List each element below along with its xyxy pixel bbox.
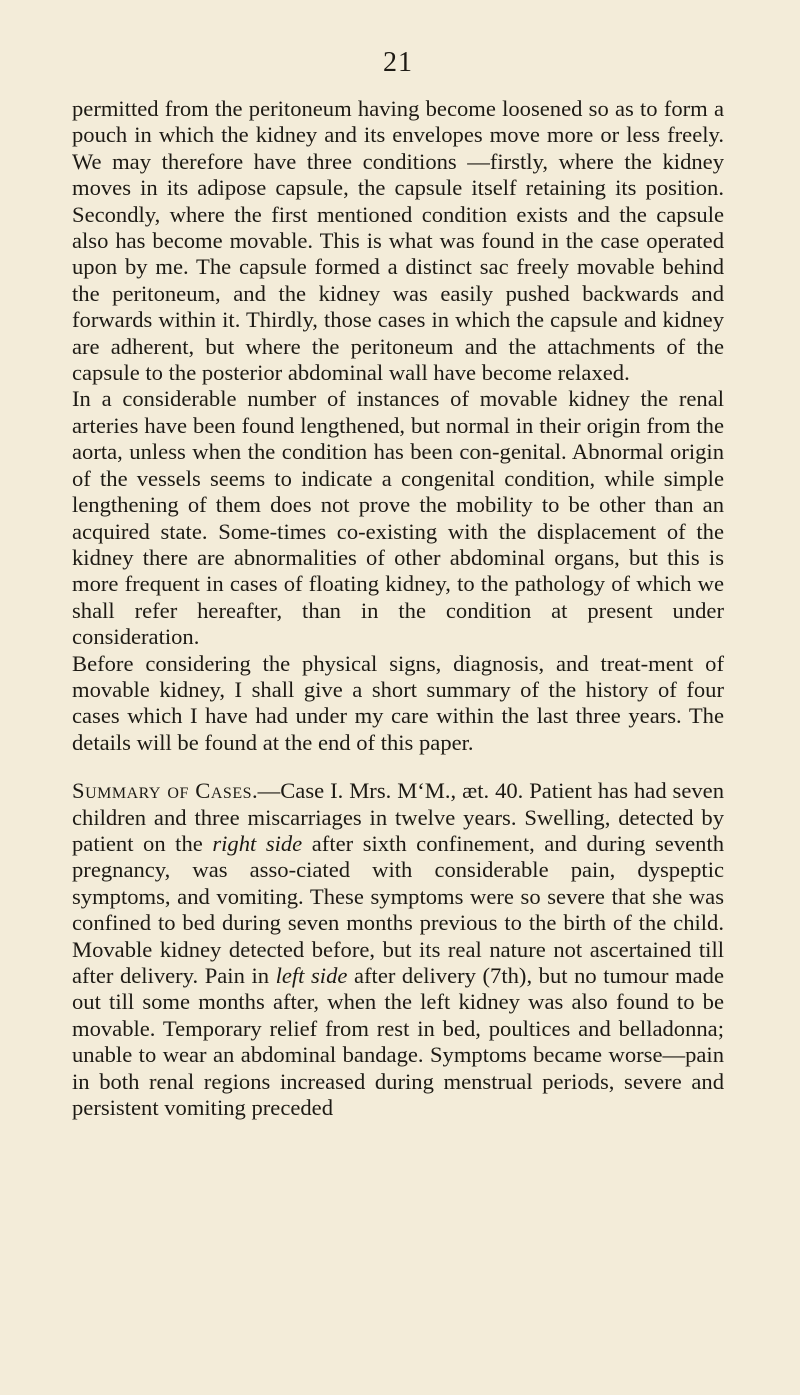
summary-italic-right-side: right side [212, 830, 303, 856]
paragraph-kidney-conditions: permitted from the peritoneum having become loosened so as to form a pouch in which the kidney and its envelopes move more or less freely. We may therefore have three conditions —firstly, where the kidney moves in its adipose capsule, the capsule itself retaining its position. Secondly, where the first mentioned condition exists and the capsule also has become movable. This is what was found in the case operated upon by me. The capsule formed a distinct sac freely movable behind the peritoneum, and the kidney was easily pushed backwards and forwards within it. Thirdly, those cases in which the capsule and kidney are adherent, but where the peritoneum and the attachments of the capsule to the posterior abdominal wall have become relaxed. [72, 96, 724, 386]
paragraph-summary-intro: Before considering the physical signs, diagnosis, and treat-ment of movable kidney, I shall give a short summary of the history of four cases which I have had under my care within the last three years. The details will be found at the end of this paper. [72, 650, 724, 755]
paragraph-case-summary [72, 778, 724, 1121]
paragraph-renal-arteries: In a considerable number of instances of movable kidney the renal arteries have been found lengthened, but normal in their origin from the aorta, unless when the condition has been con-genital. Abnormal origin of the vessels seems to indicate a congenital condition, while simple lengthening of them does not prove the mobility to be other than an acquired state. Some-times co-existing with the displacement of the kidney there are abnormalities of other abdominal organs, but this is more frequent in cases of floating kidney, to the pathology of which we shall refer hereafter, than in the condition at present under consideration. [72, 386, 724, 650]
summary-italic-left-side: left side [275, 963, 348, 988]
summary-text-1: .—Case I. Mrs. M‘M., æt. 40. Patient has had seven children and three miscarriages in twelve years. Swelling, detected by patient on the [72, 778, 724, 856]
summary-text-3: after delivery (7th), but no tumour made out till some months after, when the left kidney was also found to be movable. Temporary relief from rest in bed, poultices and belladonna; unable to wear an abdominal bandage. Symptoms became worse—pain in both renal regions increased during menstrual periods, severe and persistent vomiting preceded [72, 963, 725, 1121]
page-number: 21 [383, 47, 413, 78]
summary-heading: Summary of Cases [72, 778, 252, 804]
summary-text-2: after sixth confinement, and during seventh pregnancy, was asso-ciated with considerable pain, dyspeptic symptoms, and vomiting. These symptoms were so severe that she was confined to bed during seven months previous to the birth of the child. Movable kidney detected before, but its real nature not ascertained till after delivery. Pain in [72, 830, 725, 988]
document-page [72, 48, 724, 1121]
